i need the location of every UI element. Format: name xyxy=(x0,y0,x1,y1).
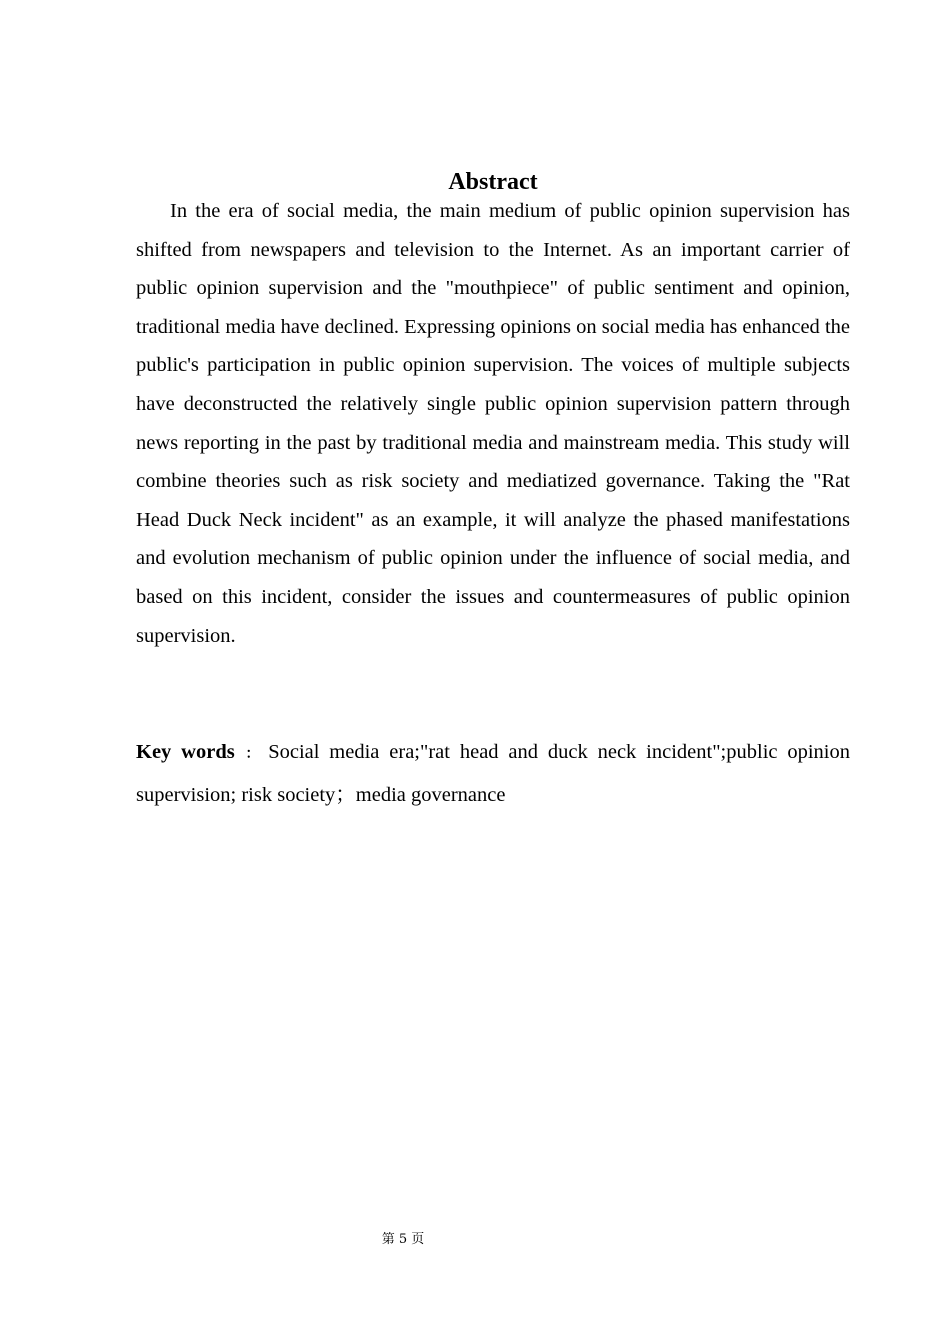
keywords-label: Key words xyxy=(136,741,235,763)
keywords-paragraph xyxy=(136,732,850,815)
abstract-title: Abstract xyxy=(448,169,538,195)
page-number: 第 5 页 xyxy=(381,1232,425,1247)
abstract-body: In the era of social media, the main medium of public opinion supervision has shifted from newspapers and television to the Internet. As an important carrier of public opinion supervision and the "mouthpiece" of public sentiment and opinion, traditional media have declined. Expressing opinions on social media has enhanced the public's participation in public opinion supervision. The voices of multiple subjects have deconstructed the relatively single public opinion supervision pattern through news reporting in the past by traditional media and mainstream media. This study will combine theories such as risk society and mediatized governance. Taking the "Rat Head Duck Neck incident" as an example, it will analyze the phased manifestations and evolution mechanism of public opinion under the influence of social media, and based on this incident, consider the issues and countermeasures of public opinion supervision. xyxy=(136,200,850,647)
keywords-separator: ： xyxy=(240,747,265,762)
keywords-text: Social media era;"rat head and duck neck incident";public opinion supervision; risk society；media governance xyxy=(136,741,851,806)
